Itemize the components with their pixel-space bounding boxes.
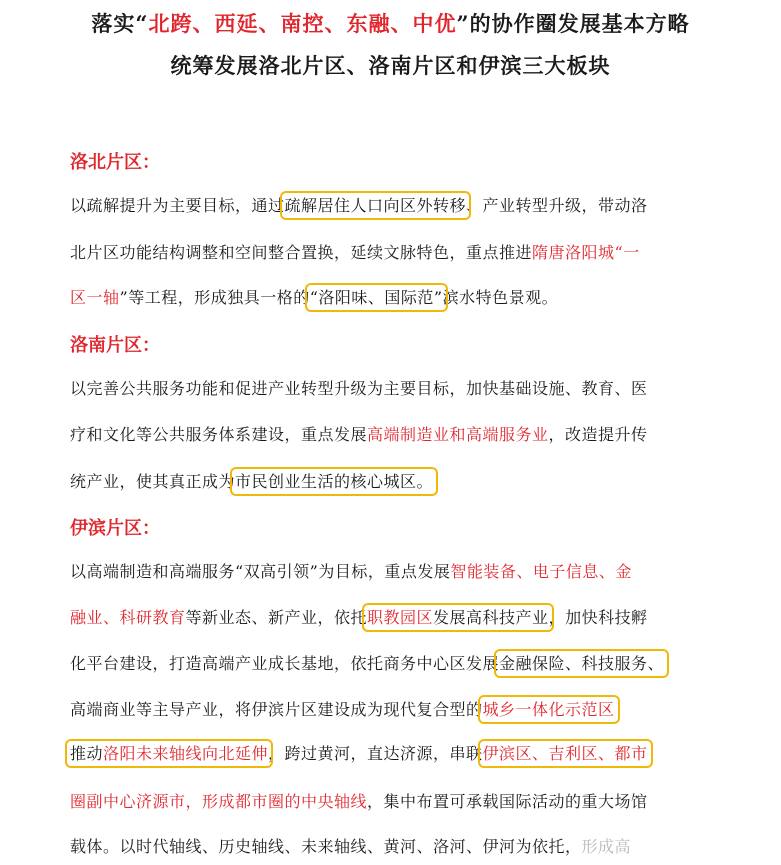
emphasis-text: 洛阳未来轴线向北延伸 — [103, 744, 269, 763]
text-run: 河、伊河为依托， — [449, 837, 582, 856]
paragraph-line — [70, 240, 640, 263]
text-run: 以高端制造和高端服务“双高引领”为目标，重点发展 — [70, 562, 451, 581]
text-run: 发展高科技产业 — [433, 608, 549, 627]
paragraph-line — [70, 422, 648, 445]
title-separator: 、 — [390, 11, 413, 36]
highlight-box — [70, 744, 268, 763]
title-item: 西延 — [214, 11, 259, 36]
text-run: 等新业态、新产业，依托 — [185, 608, 368, 627]
paragraph-line — [70, 605, 648, 628]
highlight-box: 城乡一体化示范区 — [482, 700, 615, 719]
text-run: 统产业，使其真正成为 — [70, 472, 236, 491]
page-subtitle: 统筹发展洛北片区、洛南片区和伊滨三大板块 — [170, 53, 611, 78]
highlight-box: 疏解居住人口向区外转移 — [284, 196, 467, 215]
title-separator: 、 — [258, 11, 281, 36]
text-run: 滨水特色景观。 — [442, 288, 559, 307]
emphasis-text: 区一轴 — [70, 288, 120, 307]
text-run: ，改造提升传 — [548, 425, 648, 444]
highlight-box: 伊滨区、吉利区、都市 — [482, 744, 648, 763]
highlight-box: 金融保险、科技服务、 — [499, 654, 665, 673]
emphasis-text: 职教园区 — [367, 608, 434, 627]
text-run: 载体。以时代轴线、历史轴线、未来轴线、黄河、洛 — [70, 837, 450, 856]
title-prefix: 落实“ — [91, 11, 149, 36]
title-item: 东融 — [346, 11, 391, 36]
title-item: 南控 — [280, 11, 325, 36]
paragraph-line — [70, 469, 433, 492]
emphasis-text: 高端制造业和高端服务业 — [367, 425, 549, 444]
text-run: 高端商业等主导产业，将伊滨片区建设成为现代复合型的 — [70, 700, 483, 719]
paragraph-line — [70, 834, 631, 857]
faded-text: 形成高 — [581, 837, 632, 856]
highlight-box — [367, 608, 549, 627]
text-run: ，加快科技孵 — [548, 608, 648, 627]
emphasis-text: 融业、科研教育 — [70, 608, 186, 627]
paragraph-line: 以完善公共服务功能和促进产业转型升级为主要目标，加快基础设施、教育、医 — [70, 379, 648, 398]
text-run: ”等工程，形成独具一格的 — [119, 288, 310, 307]
section-heading-luobei: 洛北片区： — [70, 152, 160, 173]
text-run: 化平台建设，打造高端产业成长基地，依托商务中心区发展 — [70, 654, 500, 673]
paragraph-line — [70, 285, 558, 308]
emphasis-text: 智能装备、电子信息、金 — [450, 562, 632, 581]
paragraph-line — [70, 193, 648, 216]
title-item: 北跨 — [148, 11, 193, 36]
paragraph-line — [70, 559, 632, 582]
title-item: 中优 — [412, 11, 457, 36]
highlight-box: “洛阳味、国际范” — [309, 288, 443, 307]
text-run: ，集中布置可承载国际活动的重大场馆 — [367, 792, 648, 811]
text-run: 疗和文化等公共服务体系建设，重点发展 — [70, 425, 368, 444]
text-run: 北片区功能结构调整和空间整合置换，延续文脉特色，重点推进 — [70, 243, 533, 262]
text-run: 推动 — [70, 744, 104, 763]
paragraph-line — [70, 741, 648, 764]
emphasis-text: 圈副中心济源市，形成都市圈的中央轴线 — [70, 792, 368, 811]
text-run: ，跨过黄河，直达济源，串联 — [268, 744, 483, 763]
page-title — [0, 8, 781, 38]
text-run: 、产业转型升级，带动洛 — [466, 196, 648, 215]
section-heading-yibin: 伊滨片区： — [70, 518, 160, 539]
paragraph-line — [70, 651, 664, 674]
text-run: 以疏解提升为主要目标，通过 — [70, 196, 285, 215]
paragraph-line — [70, 789, 648, 812]
highlight-box: 市民创业生活的核心城区。 — [235, 472, 434, 491]
section-heading-luonan: 洛南片区： — [70, 335, 160, 356]
title-separator: 、 — [324, 11, 347, 36]
title-suffix: ”的协作圈发展基本方略 — [456, 11, 690, 36]
paragraph-line — [70, 697, 615, 720]
title-separator: 、 — [192, 11, 215, 36]
emphasis-text: 隋唐洛阳城“一 — [532, 243, 640, 262]
